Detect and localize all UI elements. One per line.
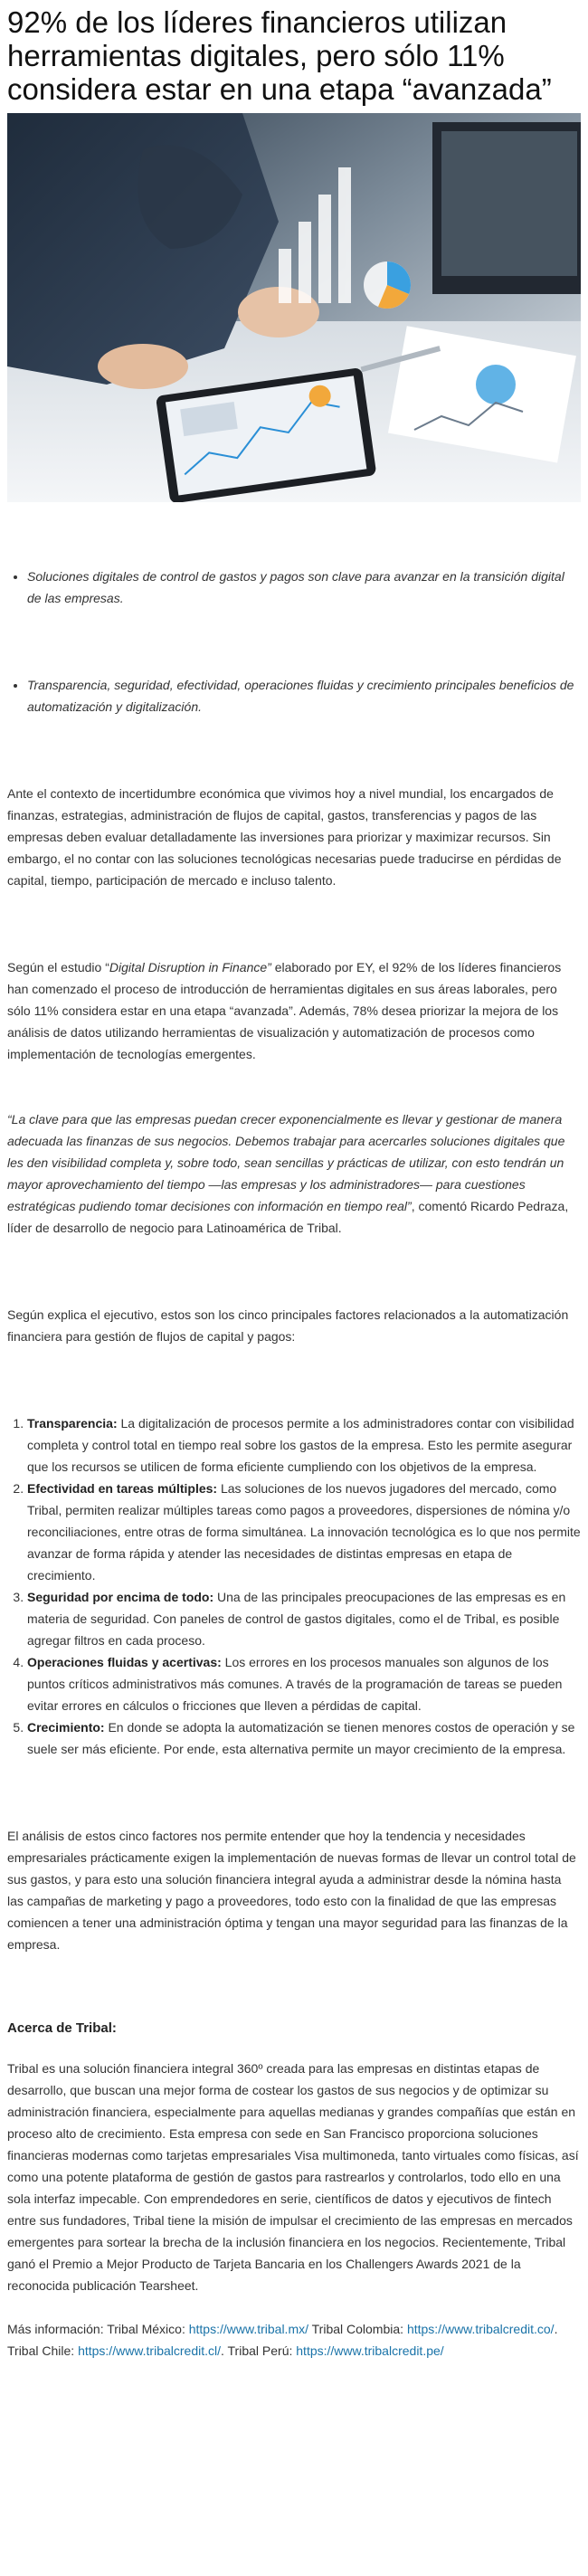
more-info-colombia-label: Tribal Colombia:: [308, 2322, 407, 2336]
link-tribal-colombia[interactable]: https://www.tribalcredit.co/: [406, 2322, 555, 2336]
article-title: 92% de los líderes financieros utilizan herramientas digitales, pero sólo 11% considera estar en una etapa “avanzada”: [7, 5, 552, 106]
paragraph-factors-intro: Según explica el ejecutivo, estos son los cinco principales factores relacionados a la automatización financiera para gestión de flujos de capital y pagos:: [7, 1307, 569, 1344]
summary-bullets-2: [7, 674, 581, 718]
factor-text: Los errores en los procesos manuales son algunos de los puntos críticos administrativos más comunes. A través de la programación de tareas se pueden evitar errores en cálculos o fricciones que lleven a pérdidas de capital.: [27, 1655, 563, 1713]
link-tribal-peru[interactable]: https://www.tribalcredit.pe/: [296, 2343, 444, 2358]
factor-text: La digitalización de procesos permite a los administradores contar con visibilidad completa y control total en tiempo real sobre los gastos de la empresa. Esto les permite asegurar que los recursos se utilicen de forma eficiente cumpliendo con los objetivos de la empresa.: [27, 1416, 574, 1474]
hero-image: [7, 113, 581, 502]
factor-label: Operaciones fluidas y acertivas:: [27, 1655, 222, 1669]
quote-text: “La clave para que las empresas puedan crecer exponencialmente es llevar y gestionar de manera adecuada las finanzas de sus negocios. Debemos trabajar para acercarles soluciones digitales que les den visibilidad completa y, sobre todo, sean sencillas y prácticas de utilizar, con esto tendrán un mayor aprovechamiento del tiempo —las empresas y los administradores— para cuestiones estratégicas pudiendo tomar decisiones con información en tiempo real”: [7, 1112, 565, 1213]
factor-label: Transparencia:: [27, 1416, 118, 1431]
link-tribal-mexico[interactable]: https://www.tribal.mx/: [188, 2322, 308, 2336]
factor-item: [27, 1478, 581, 1586]
about-heading: Acerca de Tribal:: [7, 2020, 117, 2036]
factor-text: En donde se adopta la automatización se tienen menores costos de operación y se suele ser más eficiente. Por ende, esta alternativa permite un mayor crecimiento de la empresa.: [27, 1720, 575, 1756]
summary-bullets: [7, 566, 581, 609]
study-name: Digital Disruption in Finance”: [109, 960, 271, 974]
more-info-peru-label: . Tribal Perú:: [221, 2343, 297, 2358]
quote-attribution: , comentó Ricardo Pedraza, líder de desarrollo de negocio para Latinoamérica de Tribal.: [7, 1199, 569, 1235]
factor-label: Crecimiento:: [27, 1720, 105, 1735]
paragraph-study-pre: Según el estudio “: [7, 960, 109, 974]
factor-text: Una de las principales preocupaciones de las empresas es en materia de seguridad. Con paneles de control de gastos digitales, como el de Tribal, es posible agregar filtros en cada proceso.: [27, 1590, 566, 1648]
link-tribal-chile[interactable]: https://www.tribalcredit.cl/: [78, 2343, 221, 2358]
factor-item: [27, 1716, 581, 1760]
paragraph-quote: [7, 1108, 581, 1239]
summary-bullet: • Soluciones digitales de control de gastos y pagos son clave para avanzar en la transición digital de las empresas.: [27, 566, 581, 609]
about-text: Tribal es una solución financiera integral 360º creada para las empresas en distintas etapas de desarrollo, que buscan una mejor forma de costear los gastos de sus negocios y de optimizar su administración financiera, especialmente para aquellas medianas y grandes compañías que están en proceso alto de crecimiento. Esta empresa con sede en San Francisco proporciona soluciones financieras modernas como tarjetas empresariales Visa multimoneda, tanto virtuales como físicas, así como una potente plataforma de gestión de gastos para rastrearlos y controlarlos, todo ello en una sola interfaz impecable. Con emprendedores en serie, científicos de datos y ejecutivos de fintech entre sus fundadores, Tribal tiene la misión de impulsar el crecimiento de las empresas en mercados emergentes para sortear la brecha de la inclusión financiera en los negocios. Recientemente, Tribal ganó el Premio a Mejor Producto de Tarjeta Bancaria en los Challengers Awards 2021 de la reconocida publicación Tearsheet.: [7, 2061, 579, 2293]
paragraph-study-post: elaborado por EY, el 92% de los líderes financieros han comenzado el proceso de introducción de herramientas digitales en sus áreas laborales, pero sólo 11% considera estar en una etapa “avanzada”. Además, 78% desea priorizar la mejora de los análisis de datos utilizando herramientas de visualización y automatización de procesos como implementación de tecnologías emergentes.: [7, 960, 562, 1061]
factor-label: Seguridad por encima de todo:: [27, 1590, 214, 1604]
factor-item: [27, 1586, 581, 1651]
factor-item: [27, 1651, 581, 1716]
more-info-prefix: Más información: Tribal México:: [7, 2322, 189, 2336]
factor-label: Efectividad en tareas múltiples:: [27, 1481, 218, 1496]
more-info: [7, 2318, 581, 2362]
factor-text: Las soluciones de los nuevos jugadores del mercado, como Tribal, permiten realizar múltiples tareas como pagos a proveedores, dispersiones de nómina y/o reconciliaciones, entre otras de forma simultánea. La innovación tecnológica es lo que nos permite avanzar de forma rápida y atender las necesidades de distintas empresas en etapa de crecimiento.: [27, 1481, 581, 1583]
factors-list: [7, 1412, 581, 1760]
more-info-chile-label: . Tribal Chile:: [7, 2322, 558, 2358]
paragraph-study: [7, 956, 581, 1065]
summary-bullet: • Transparencia, seguridad, efectividad, operaciones fluidas y crecimiento principales beneficios de automatización y digitalización.: [27, 674, 581, 718]
paragraph-analysis: El análisis de estos cinco factores nos permite entender que hoy la tendencia y necesidades empresariales prácticamente exigen la implementación de nuevas formas de llevar un control total de sus gastos, y para esto una solución financiera integral ayuda a administrar desde la nómina hasta las campañas de marketing y pago a proveedores, todo esto con la finalidad de que las empresas comiencen a tener una administración óptima y tengan una mayor seguridad para las finanzas de la empresa.: [7, 1829, 576, 1952]
paragraph-context: Ante el contexto de incertidumbre económica que vivimos hoy a nivel mundial, los encargados de finanzas, estrategias, administración de flujos de capital, gastos, transferencias y pagos de las empresas deben evaluar detalladamente las inversiones para priorizar y maximizar recursos. Sin embargo, el no contar con las soluciones tecnológicas necesarias puede traducirse en pérdidas de capital, tiempo, participación de mercado e incluso talento.: [7, 786, 562, 888]
factor-item: [27, 1412, 581, 1478]
